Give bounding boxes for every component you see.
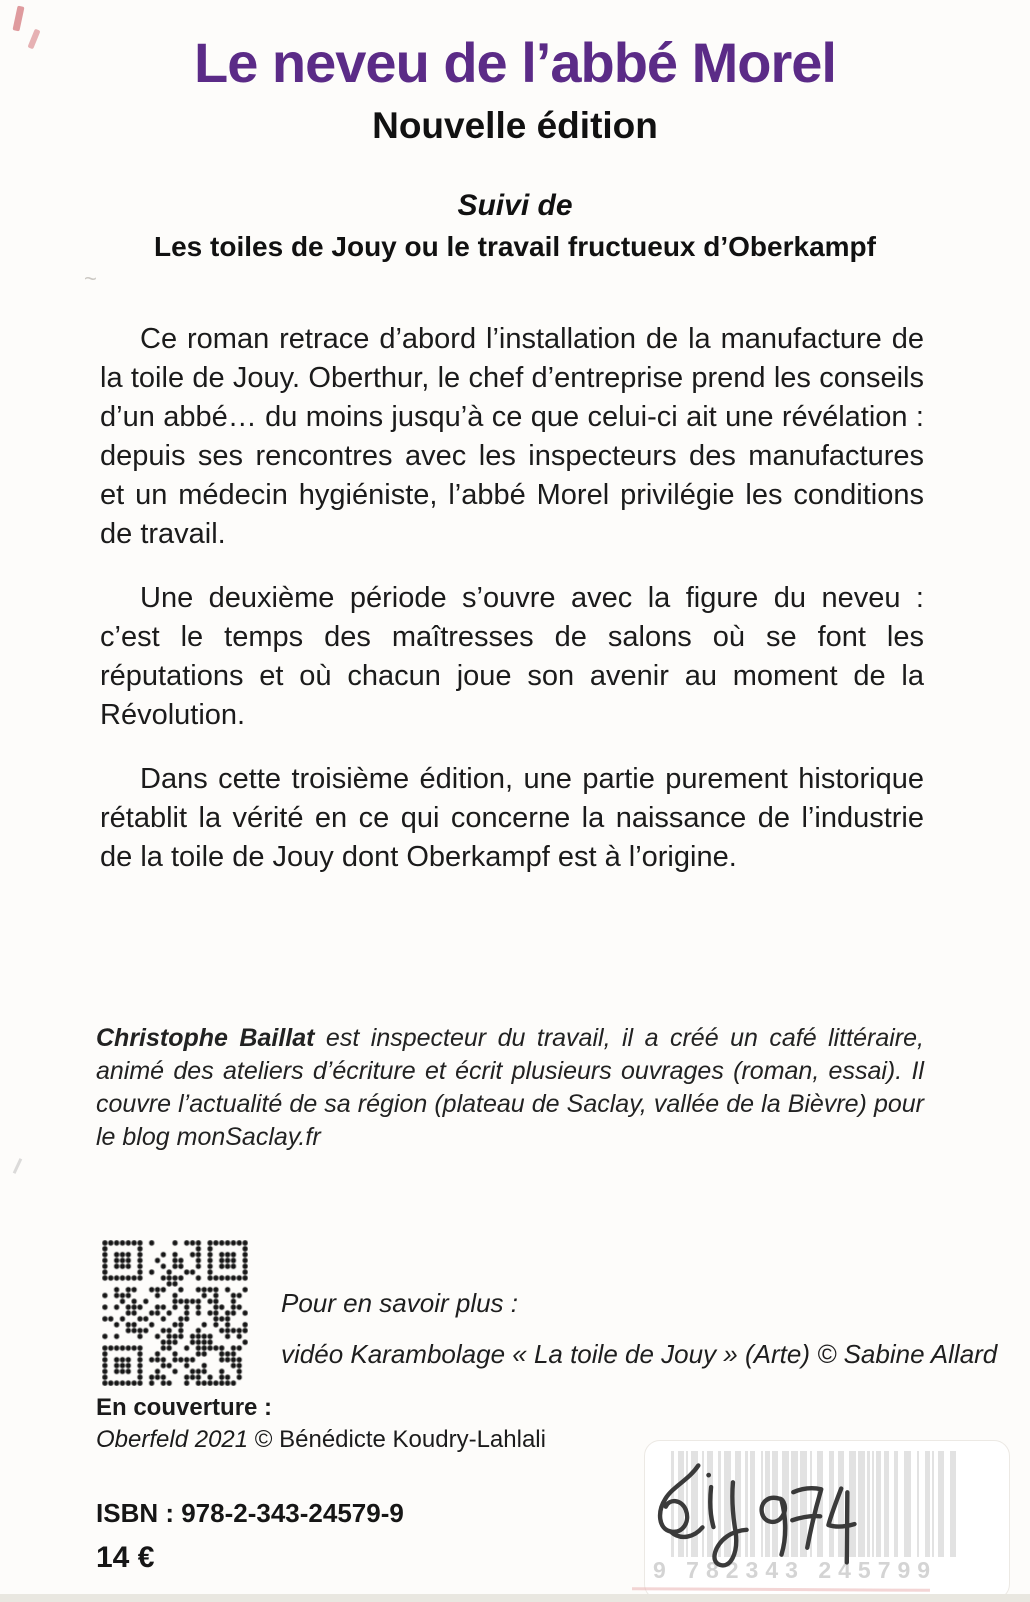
- series-intro: Suivi de: [457, 189, 573, 222]
- synopsis-paragraph-1: Ce roman retrace d’abord l’installation de la manufacture de la toile de Jouy. Oberthur, le chef d’entreprise prend les conseils d’un abbé… du moins jusqu’à ce que celui-ci ait une révélation : depuis ses rencontres avec les inspecteurs des manufactures et un médecin hygiéniste, l’abbé Morel privilégie les conditions de travail.: [100, 323, 924, 550]
- red-pen-mark: [12, 6, 24, 32]
- synopsis-paragraph-2: Une deuxième période s’ouvre avec la figure du neveu : c’est le temps des maîtresses de salons où se font les réputations et où chacun joue son avenir au moment de la Révolution.: [100, 582, 924, 731]
- cover-credit: [96, 1392, 546, 1456]
- handwritten-code: [622, 1438, 862, 1588]
- synopsis-paragraph-3: Dans cette troisième édition, une partie purement historique rétablit la vérité en ce qui concerne la naissance de l’industrie de la toile de Jouy dont Oberkampf est à l’origine.: [100, 763, 924, 873]
- page-edge: [0, 1594, 1030, 1602]
- author-bio-text: est inspecteur du travail, il a créé un café littéraire, animé des ateliers d’écriture et écrit plusieurs ouvrages (roman, essai). Il couvre l’actualité de sa région (plateau de Saclay, vallée de la Bièvre) pour le blog monSaclay.fr: [96, 1024, 924, 1151]
- qr-code-image: [102, 1240, 248, 1386]
- synopsis: [100, 320, 924, 902]
- scan-artifact: ~: [84, 266, 97, 291]
- info-line-2: vidéo Karambolage « La toile de Jouy » (Arte) © Sabine Allard: [281, 1339, 998, 1369]
- author-name: Christophe Baillat: [96, 1024, 315, 1052]
- isbn: ISBN : 978-2-343-24579-9: [96, 1498, 404, 1528]
- qr-code: [102, 1240, 248, 1386]
- barcode-digits: 9 782343 245799: [653, 1557, 938, 1583]
- cover-credit-label: En couverture :: [96, 1394, 273, 1421]
- cover-credit-name: © Bénédicte Koudry-Lahlali: [248, 1426, 546, 1453]
- scan-artifact: [13, 1158, 22, 1174]
- author-bio: [96, 1022, 924, 1154]
- cover-header: [0, 30, 1030, 263]
- cover-credit-work: Oberfeld 2021: [96, 1426, 249, 1453]
- page-title: Le neveu de l’abbé Morel: [194, 31, 836, 94]
- price: 14 €: [96, 1541, 155, 1574]
- more-info: [281, 1288, 997, 1370]
- edition-subtitle: Nouvelle édition: [372, 105, 658, 146]
- purchase-info: [96, 1498, 404, 1575]
- series-title: Les toiles de Jouy ou le travail fructueux d’Oberkampf: [154, 231, 876, 262]
- info-line-1: Pour en savoir plus :: [281, 1288, 519, 1318]
